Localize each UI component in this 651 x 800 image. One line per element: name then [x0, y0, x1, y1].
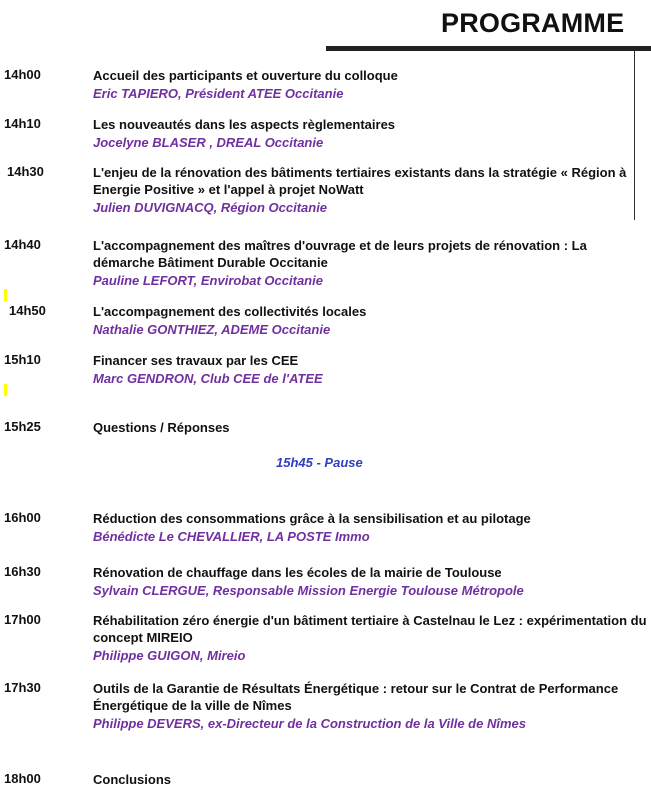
session-entry [93, 352, 648, 387]
session-time: 14h50 [9, 303, 46, 318]
session-entry [93, 612, 648, 664]
highlight-mark [4, 384, 7, 396]
session-title: Outils de la Garantie de Résultats Énergétique : retour sur le Contrat de Performance Énergétique de la ville de Nîmes [93, 681, 619, 713]
session-title: L'accompagnement des maîtres d'ouvrage et de leurs projets de rénovation : La démarche Bâtiment Durable Occitanie [93, 238, 587, 270]
session-title: Réhabilitation zéro énergie d'un bâtiment tertiaire à Castelnau le Lez : expérimentation du concept MIREIO [93, 613, 647, 645]
session-title: Rénovation de chauffage dans les écoles de la mairie de Toulouse [93, 565, 502, 580]
pause-label: 15h45 - Pause [276, 455, 363, 470]
session-title: L'accompagnement des collectivités locales [93, 304, 367, 319]
session-speaker: Marc GENDRON, Club CEE de l'ATEE [93, 371, 323, 386]
session-time: 16h30 [4, 564, 41, 579]
session-time: 17h30 [4, 680, 41, 695]
session-speaker: Philippe GUIGON, Mireio [93, 648, 246, 663]
session-speaker: Julien DUVIGNACQ, Région Occitanie [93, 200, 328, 215]
session-title: Réduction des consommations grâce à la sensibilisation et au pilotage [93, 511, 531, 526]
session-entry [93, 164, 648, 216]
session-speaker: Jocelyne BLASER , DREAL Occitanie [93, 135, 324, 150]
session-time: 18h00 [4, 771, 41, 786]
session-entry [93, 303, 648, 338]
session-title: Les nouveautés dans les aspects règlementaires [93, 117, 396, 132]
session-title: Conclusions [93, 772, 172, 787]
page-title: PROGRAMME [441, 8, 625, 38]
session-time: 17h00 [4, 612, 41, 627]
session-time: 16h00 [4, 510, 41, 525]
session-title: Accueil des participants et ouverture du colloque [93, 68, 398, 83]
session-entry [93, 67, 648, 102]
session-time: 14h40 [4, 237, 41, 252]
session-title: L'enjeu de la rénovation des bâtiments tertiaires existants dans la stratégie « Région à Energie Positive » et l'appel à projet NoWatt [93, 165, 627, 197]
session-time: 14h00 [4, 67, 41, 82]
session-entry [93, 237, 648, 289]
session-title: Questions / Réponses [93, 420, 230, 435]
session-time: 15h25 [4, 419, 41, 434]
session-speaker: Pauline LEFORT, Envirobat Occitanie [93, 273, 323, 288]
session-entry [93, 510, 648, 545]
title-underline [326, 46, 651, 51]
session-speaker: Sylvain CLERGUE, Responsable Mission Energie Toulouse Métropole [93, 583, 524, 598]
session-entry [93, 564, 648, 599]
highlight-mark [4, 289, 7, 301]
session-speaker: Philippe DEVERS, ex-Directeur de la Construction de la Ville de Nîmes [93, 716, 526, 731]
session-time: 14h30 [7, 164, 44, 179]
session-speaker: Eric TAPIERO, Président ATEE Occitanie [93, 86, 344, 101]
session-entry [93, 419, 648, 436]
session-entry [93, 680, 648, 732]
session-time: 15h10 [4, 352, 41, 367]
session-speaker: Nathalie GONTHIEZ, ADEME Occitanie [93, 322, 331, 337]
session-title: Financer ses travaux par les CEE [93, 353, 299, 368]
session-time: 14h10 [4, 116, 41, 131]
session-speaker: Bénédicte Le CHEVALLIER, LA POSTE Immo [93, 529, 370, 544]
session-entry [93, 116, 648, 151]
session-entry [93, 771, 648, 788]
